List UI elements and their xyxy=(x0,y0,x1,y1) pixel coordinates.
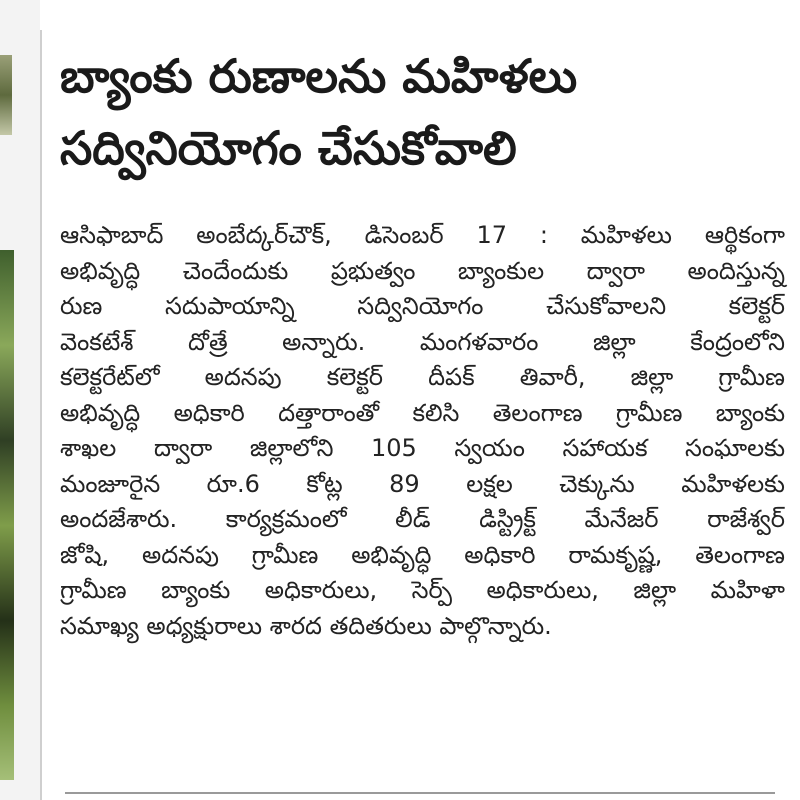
body-line-11: గ్రామీణ బ్యాంకు అధికారులు, సెర్ప్ అధికారులు, జిల్లా మహిళా xyxy=(60,576,785,604)
body-line-5: కలెక్టరేట్‌లో అదనపు కలెక్టర్ దీపక్ తివారీ, జిల్లా గ్రామీణ xyxy=(60,363,785,391)
news-article xyxy=(60,40,785,644)
body-line-12: సమాఖ్య అధ్యక్షురాలు శారద తదితరులు పాల్గొన్నారు. xyxy=(60,611,552,640)
adjacent-photo-fragment xyxy=(0,250,14,780)
bottom-rule xyxy=(65,792,775,794)
body-line-3: రుణ సదుపాయాన్ని సద్వినియోగం చేసుకోవాలని కలెక్టర్ xyxy=(60,292,785,320)
body-line-7: శాఖల ద్వారా జిల్లాలోని 105 స్వయం సహాయక సంఘాలకు xyxy=(60,434,785,462)
adjacent-photo-fragment-top xyxy=(0,55,12,135)
body-line-4: వెంకటేశ్ దోత్రే అన్నారు. మంగళవారం జిల్లా కేంద్రంలోని xyxy=(60,327,785,356)
body-line-2: అభివృద్ధి చెందేందుకు ప్రభుత్వం బ్యాంకుల ద్వారా అందిస్తున్న xyxy=(60,256,785,285)
headline-line-1: బ్యాంకు రుణాలను మహిళలు xyxy=(60,49,578,103)
article-body xyxy=(60,218,785,644)
headline-line-2: సద్వినియోగం చేసుకోవాలి xyxy=(60,121,517,175)
article-headline xyxy=(60,40,785,184)
column-divider xyxy=(40,30,42,800)
body-line-9: అందజేశారు. కార్యక్రమంలో లీడ్ డిస్ట్రిక్ట్ మేనేజర్ రాజేశ్వర్ xyxy=(60,505,785,533)
adjacent-column-edge xyxy=(0,0,40,800)
body-line-6: అభివృద్ధి అధికారి దత్తారాంతో కలిసి తెలంగాణ గ్రామీణ బ్యాంకు xyxy=(60,398,785,427)
body-line-10: జోషి, అదనపు గ్రామీణ అభివృద్ధి అధికారి రామకృష్ణ, తెలంగాణ xyxy=(60,540,785,569)
body-line-1: ఆసిఫాబాద్ అంబేద్కర్‌చౌక్, డిసెంబర్ 17 : మహిళలు ఆర్థికంగా xyxy=(60,221,785,249)
body-line-8: మంజూరైన రూ.6 కోట్ల 89 లక్షల చెక్కును మహిళలకు xyxy=(60,469,785,498)
